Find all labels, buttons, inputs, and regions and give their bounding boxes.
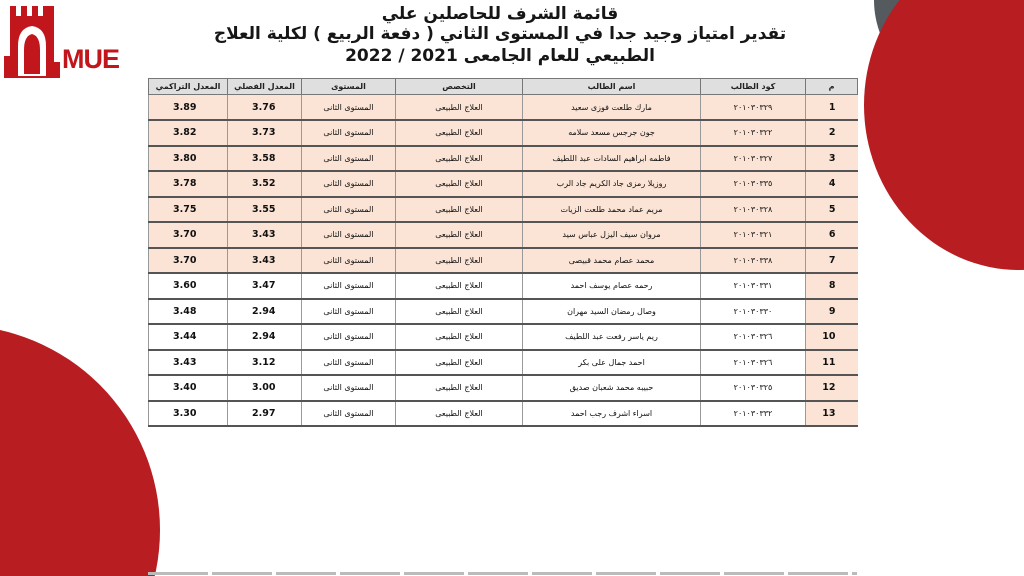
column-header-gpa: المعدل الفصلي [228, 79, 302, 95]
semester-gpa: 2.94 [228, 299, 302, 325]
student-code: ٢٠١٠٣٠٣٣٠ [701, 299, 806, 325]
student-major: العلاج الطبيعى [396, 197, 523, 223]
bottom-divider [148, 572, 857, 575]
column-header-code: كود الطالب [701, 79, 806, 95]
student-name: اسراء اشرف رجب احمد [523, 401, 701, 427]
cumulative-gpa: 3.82 [149, 120, 228, 146]
page-title-line-2: تقدير امتياز وجيد جدا في المستوى الثاني ( دفعة الربيع ) لكلية العلاج [213, 24, 787, 44]
table-row [149, 350, 858, 376]
honor-roll-table-container [148, 78, 857, 427]
cumulative-gpa: 3.48 [149, 299, 228, 325]
cumulative-gpa: 3.30 [149, 401, 228, 427]
cumulative-gpa: 3.70 [149, 222, 228, 248]
row-number: 2 [806, 120, 858, 146]
semester-gpa: 2.97 [228, 401, 302, 427]
row-number: 3 [806, 146, 858, 172]
student-major: العلاج الطبيعى [396, 171, 523, 197]
row-number: 4 [806, 171, 858, 197]
semester-gpa: 3.58 [228, 146, 302, 172]
student-name: فاطمه ابراهيم السادات عبد اللطيف [523, 146, 701, 172]
student-major: العلاج الطبيعى [396, 248, 523, 274]
student-level: المستوى الثانى [302, 197, 396, 223]
cumulative-gpa: 3.75 [149, 197, 228, 223]
table-row [149, 273, 858, 299]
column-header-cgpa: المعدل التراكمي [149, 79, 228, 95]
student-code: ٢٠١٠٣٠٣٣٢ [701, 401, 806, 427]
student-code: ٢٠١٠٣٠٣٢٩ [701, 95, 806, 121]
student-name: جون جرجس مسعد سلامه [523, 120, 701, 146]
table-row [149, 197, 858, 223]
student-level: المستوى الثانى [302, 95, 396, 121]
student-major: العلاج الطبيعى [396, 146, 523, 172]
student-code: ٢٠١٠٣٠٣٢٧ [701, 146, 806, 172]
cumulative-gpa: 3.43 [149, 350, 228, 376]
student-major: العلاج الطبيعى [396, 401, 523, 427]
student-major: العلاج الطبيعى [396, 324, 523, 350]
cumulative-gpa: 3.89 [149, 95, 228, 121]
table-row [149, 120, 858, 146]
student-name: احمد جمال على بكر [523, 350, 701, 376]
student-major: العلاج الطبيعى [396, 299, 523, 325]
cumulative-gpa: 3.44 [149, 324, 228, 350]
university-logo [4, 6, 122, 80]
student-code: ٢٠١٠٣٠٣٢٦ [701, 350, 806, 376]
row-number: 11 [806, 350, 858, 376]
student-name: مارك طلعت فوزى سعيد [523, 95, 701, 121]
red-corner-shape-bottom-left [0, 325, 160, 576]
cumulative-gpa: 3.80 [149, 146, 228, 172]
student-name: مريم عماد محمد طلعت الزيات [523, 197, 701, 223]
student-name: مروان سيف اليزل عباس سيد [523, 222, 701, 248]
table-row [149, 146, 858, 172]
semester-gpa: 3.00 [228, 375, 302, 401]
student-level: المستوى الثانى [302, 350, 396, 376]
student-code: ٢٠١٠٣٠٣٢٨ [701, 197, 806, 223]
table-row [149, 324, 858, 350]
student-name: محمد عصام محمد قبيصى [523, 248, 701, 274]
student-level: المستوى الثانى [302, 146, 396, 172]
student-major: العلاج الطبيعى [396, 273, 523, 299]
semester-gpa: 3.52 [228, 171, 302, 197]
column-header-name: اسم الطالب [523, 79, 701, 95]
row-number: 9 [806, 299, 858, 325]
row-number: 7 [806, 248, 858, 274]
red-corner-shape-top-right [864, 0, 1024, 270]
row-number: 5 [806, 197, 858, 223]
table-row [149, 95, 858, 121]
student-major: العلاج الطبيعى [396, 222, 523, 248]
student-name: حبيبه محمد شعبان صديق [523, 375, 701, 401]
table-row [149, 299, 858, 325]
honor-roll-table [148, 78, 858, 427]
column-header-level: المستوى [302, 79, 396, 95]
student-name: وصال رمضان السيد مهران [523, 299, 701, 325]
student-level: المستوى الثانى [302, 120, 396, 146]
cumulative-gpa: 3.60 [149, 273, 228, 299]
student-major: العلاج الطبيعى [396, 350, 523, 376]
row-number: 13 [806, 401, 858, 427]
semester-gpa: 3.12 [228, 350, 302, 376]
table-row [149, 248, 858, 274]
student-code: ٢٠١٠٣٠٣٢٢ [701, 120, 806, 146]
student-major: العلاج الطبيعى [396, 120, 523, 146]
student-name: ريم ياسر رفعت عبد اللطيف [523, 324, 701, 350]
student-level: المستوى الثانى [302, 248, 396, 274]
student-level: المستوى الثانى [302, 273, 396, 299]
row-number: 1 [806, 95, 858, 121]
table-header-row [149, 79, 858, 95]
table-row [149, 375, 858, 401]
semester-gpa: 3.43 [228, 248, 302, 274]
student-level: المستوى الثانى [302, 299, 396, 325]
student-code: ٢٠١٠٣٠٣٢٥ [701, 375, 806, 401]
cumulative-gpa: 3.40 [149, 375, 228, 401]
row-number: 12 [806, 375, 858, 401]
student-name: رحمه عصام يوسف احمد [523, 273, 701, 299]
student-code: ٢٠١٠٣٠٣٣٥ [701, 171, 806, 197]
semester-gpa: 3.47 [228, 273, 302, 299]
student-level: المستوى الثانى [302, 171, 396, 197]
student-level: المستوى الثانى [302, 222, 396, 248]
row-number: 8 [806, 273, 858, 299]
student-level: المستوى الثانى [302, 324, 396, 350]
semester-gpa: 3.76 [228, 95, 302, 121]
student-code: ٢٠١٠٣٠٣٣٨ [701, 248, 806, 274]
student-name: روزيلا رمزى جاد الكريم جاد الرب [523, 171, 701, 197]
semester-gpa: 3.55 [228, 197, 302, 223]
semester-gpa: 3.43 [228, 222, 302, 248]
student-code: ٢٠١٠٣٠٣٢١ [701, 222, 806, 248]
student-major: العلاج الطبيعى [396, 95, 523, 121]
student-code: ٢٠١٠٣٠٣٢٦ [701, 324, 806, 350]
semester-gpa: 3.73 [228, 120, 302, 146]
student-code: ٢٠١٠٣٠٣٣١ [701, 273, 806, 299]
row-number: 6 [806, 222, 858, 248]
page-title-line-3: الطبيعي للعام الجامعى 2021 / 2022 [345, 46, 655, 66]
student-level: المستوى الثانى [302, 401, 396, 427]
semester-gpa: 2.94 [228, 324, 302, 350]
column-header-no: م [806, 79, 858, 95]
table-row [149, 222, 858, 248]
row-number: 10 [806, 324, 858, 350]
page-title-line-1: قائمة الشرف للحاصلين علي [381, 4, 619, 24]
logo-text: MUE [62, 44, 119, 74]
table-row [149, 171, 858, 197]
table-row [149, 401, 858, 427]
cumulative-gpa: 3.70 [149, 248, 228, 274]
student-major: العلاج الطبيعى [396, 375, 523, 401]
column-header-major: التخصص [396, 79, 523, 95]
cumulative-gpa: 3.78 [149, 171, 228, 197]
student-level: المستوى الثانى [302, 375, 396, 401]
